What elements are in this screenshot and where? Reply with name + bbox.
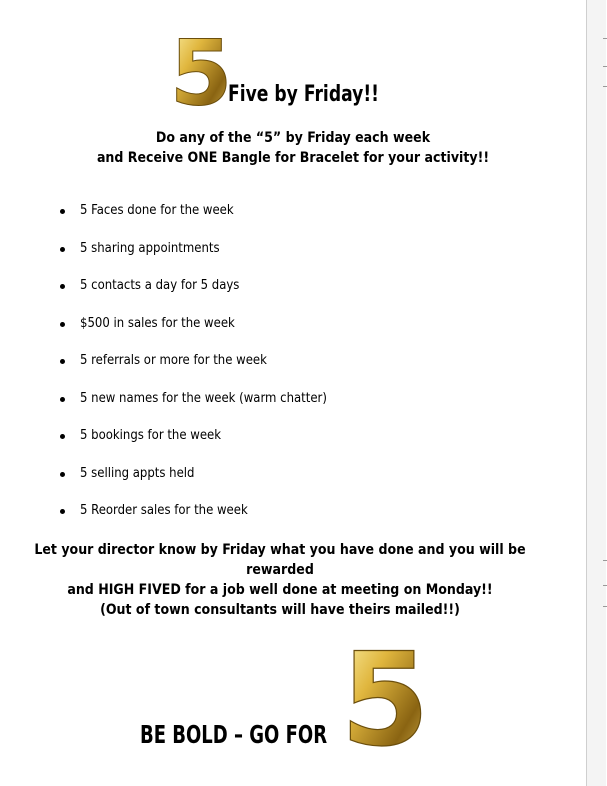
list-item: 5 referrals or more for the week [60,350,327,388]
list-item: 5 Reorder sales for the week [60,500,327,538]
strip-tick [603,38,607,39]
gold-five-footer-logo [340,626,430,775]
strip-tick [603,560,607,561]
list-item: 5 selling appts held [60,463,327,501]
page-title: Five by Friday!! [228,82,379,107]
intro-line-2: and Receive ONE Bangle for Bracelet for your activity!! [96,150,490,166]
activity-list [60,200,327,538]
strip-tick [603,606,607,607]
intro-text [0,128,586,168]
gold-five-footer-glyph: 5 [340,626,430,775]
list-item: $500 in sales for the week [60,313,327,351]
slogan-text: BE BOLD – GO FOR [140,720,328,749]
right-edge-strip [586,0,606,786]
gold-five-logo [169,21,233,126]
strip-tick [603,585,607,586]
closing-line-2: and HIGH FIVED for a job well done at meeting on Monday!! [67,582,493,598]
list-item: 5 contacts a day for 5 days [60,275,327,313]
strip-tick [603,66,607,67]
intro-line-1: Do any of the “5” by Friday each week [155,130,431,146]
list-item: 5 bookings for the week [60,425,327,463]
slogan-row [140,626,440,775]
closing-line-1: Let your director know by Friday what you have done and you will be rewarded [34,542,526,578]
closing-text [0,540,560,620]
list-item: 5 new names for the week (warm chatter) [60,388,327,426]
list-item: 5 sharing appointments [60,238,327,276]
strip-tick [603,86,607,87]
title-row [169,21,470,126]
closing-line-3: (Out of town consultants will have theirs mailed!!) [100,602,460,618]
gold-five-glyph: 5 [169,21,233,126]
list-item: 5 Faces done for the week [60,200,327,238]
